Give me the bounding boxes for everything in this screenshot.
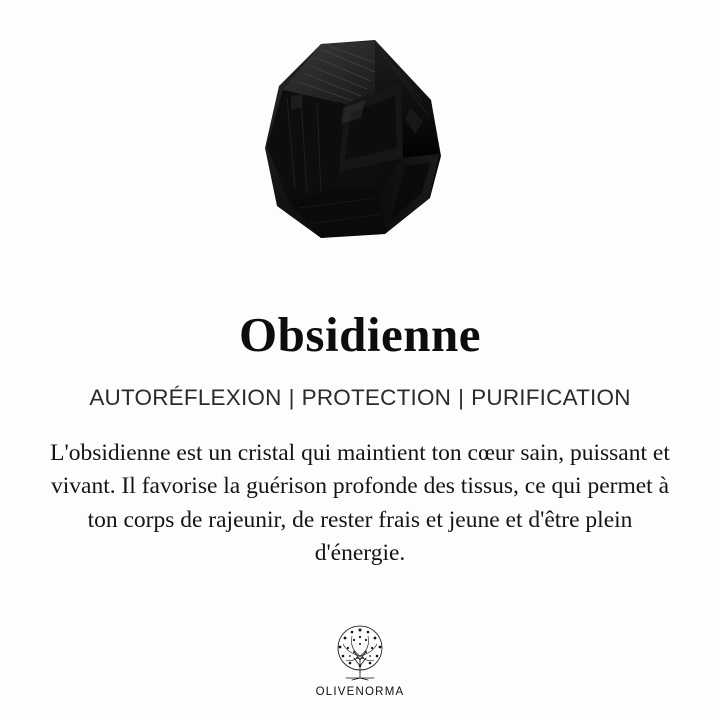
obsidian-stone-photo	[225, 38, 495, 253]
keyword-separator: |	[458, 385, 465, 410]
brand-logo	[300, 622, 420, 698]
keyword-item: PROTECTION	[301, 385, 452, 410]
keyword-item: PURIFICATION	[471, 385, 631, 410]
keyword-list	[89, 385, 630, 411]
keyword-separator: |	[288, 385, 295, 410]
page-title: Obsidienne	[239, 307, 481, 362]
description-text: L'obsidienne est un cristal qui maintient ton cœur sain, puissant et vivant. Il favorise la guérison profonde des tissus, ce qui permet à ton corps de rajeunir, de rester frais et jeune et d'être plein d'énergie.	[50, 440, 670, 567]
keyword-item: AUTORÉFLEXION	[89, 385, 282, 410]
brand-name: OLIVENORMA	[315, 686, 405, 698]
tree-of-life-icon	[324, 622, 396, 684]
stone-image-area	[0, 0, 720, 290]
